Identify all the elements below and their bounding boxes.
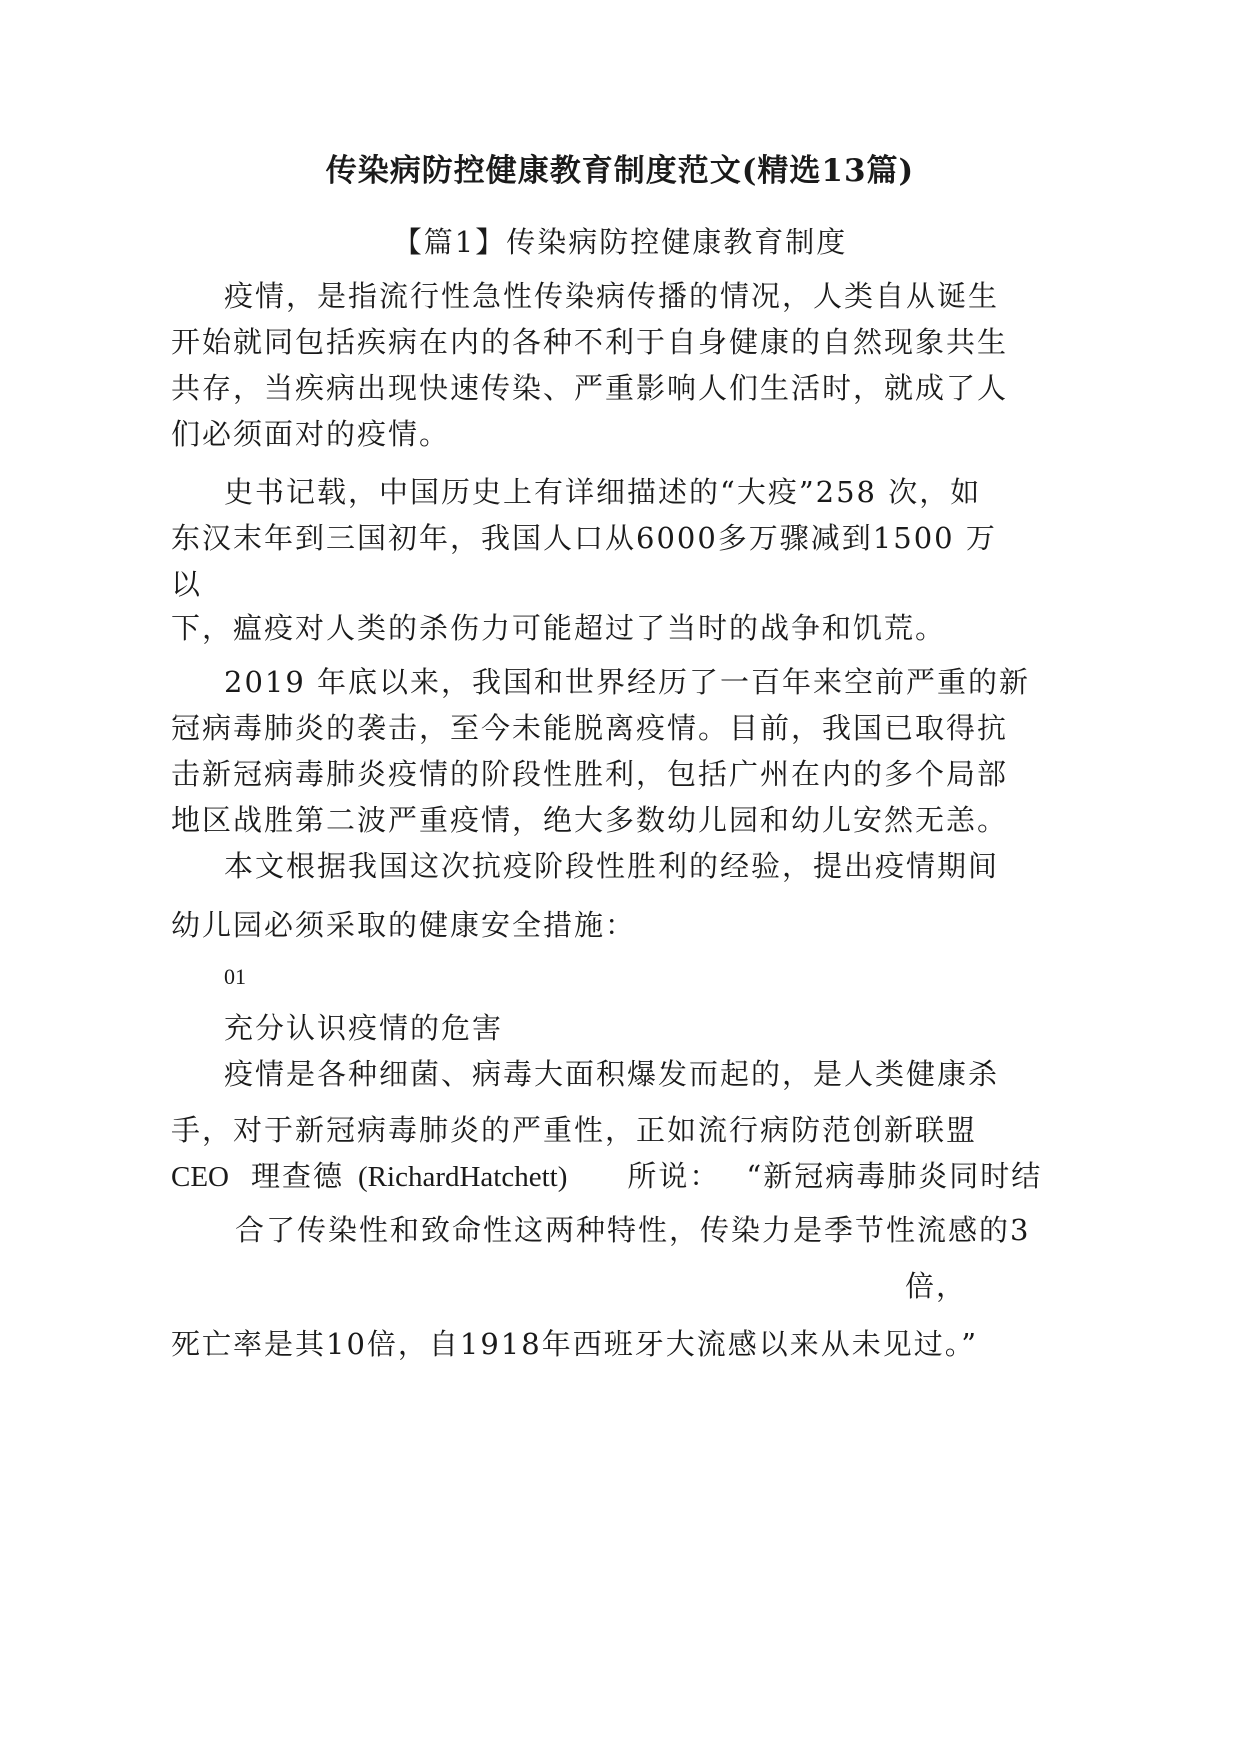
paragraph-line: 倍， [905, 1269, 968, 1303]
paragraph-line: 疫情是各种细菌、病毒大面积爆发而起的，是人类健康杀 [224, 1057, 1000, 1091]
paragraph-line: 共存，当疾病出现快速传染、严重影响人们生活时，就成了人 [171, 371, 1009, 405]
paragraph-line: 下，瘟疫对人类的杀伤力可能超过了当时的战争和饥荒。 [171, 611, 947, 645]
paragraph-line: 们必须面对的疫情。 [171, 417, 451, 451]
paragraph-line: 手，对于新冠病毒肺炎的严重性，正如流行病防范创新联盟 [171, 1113, 978, 1147]
paragraph-line: 东汉末年到三国初年，我国人口从6000多万骤减到1500 万 [171, 521, 997, 555]
item-heading: 充分认识疫情的危害 [224, 1011, 504, 1045]
item-number: 01 [224, 964, 246, 989]
text-name-cn: 理查德 [251, 1159, 345, 1193]
paragraph-line: 疫情，是指流行性急性传染病传播的情况，人类自从诞生 [224, 279, 1000, 313]
paragraph-line: 开始就同包括疾病在内的各种不利于自身健康的自然现象共生 [171, 325, 1009, 359]
text-ceo: CEO [171, 1161, 229, 1193]
paragraph-line: 合了传染性和致命性这两种特性，传染力是季节性流感的3 [235, 1213, 1031, 1247]
text-said: 所说： [627, 1159, 721, 1193]
paragraph-line: 击新冠病毒肺炎疫情的阶段性胜利，包括广州在内的多个局部 [171, 757, 1009, 791]
paragraph-line: 本文根据我国这次抗疫阶段性胜利的经验，提出疫情期间 [224, 849, 1000, 883]
paragraph-line: 冠病毒肺炎的袭击，至今未能脱离疫情。目前，我国已取得抗 [171, 711, 1009, 745]
text-name-en: (RichardHatchett) [358, 1161, 568, 1193]
paragraph-line [171, 1159, 1043, 1193]
paragraph-line: 2019 年底以来，我国和世界经历了一百年来空前严重的新 [224, 665, 1031, 699]
paragraph-line: 幼儿园必须采取的健康安全措施： [171, 908, 637, 942]
paragraph-line: 死亡率是其10倍，自1918年西班牙大流感以来从未见过。” [171, 1327, 979, 1361]
paragraph-line: 以 [171, 567, 203, 601]
paragraph-line: 地区战胜第二波严重疫情，绝大多数幼儿园和幼儿安然无恙。 [171, 803, 1009, 837]
text-quote-start: “新冠病毒肺炎同时结 [746, 1159, 1043, 1193]
document-title: 传染病防控健康教育制度范文(精选13篇) [325, 153, 915, 189]
paragraph-line: 史书记载，中国历史上有详细描述的“大疫”258 次，如 [224, 475, 982, 509]
section-heading: 【篇1】传染病防控健康教育制度 [392, 225, 848, 259]
